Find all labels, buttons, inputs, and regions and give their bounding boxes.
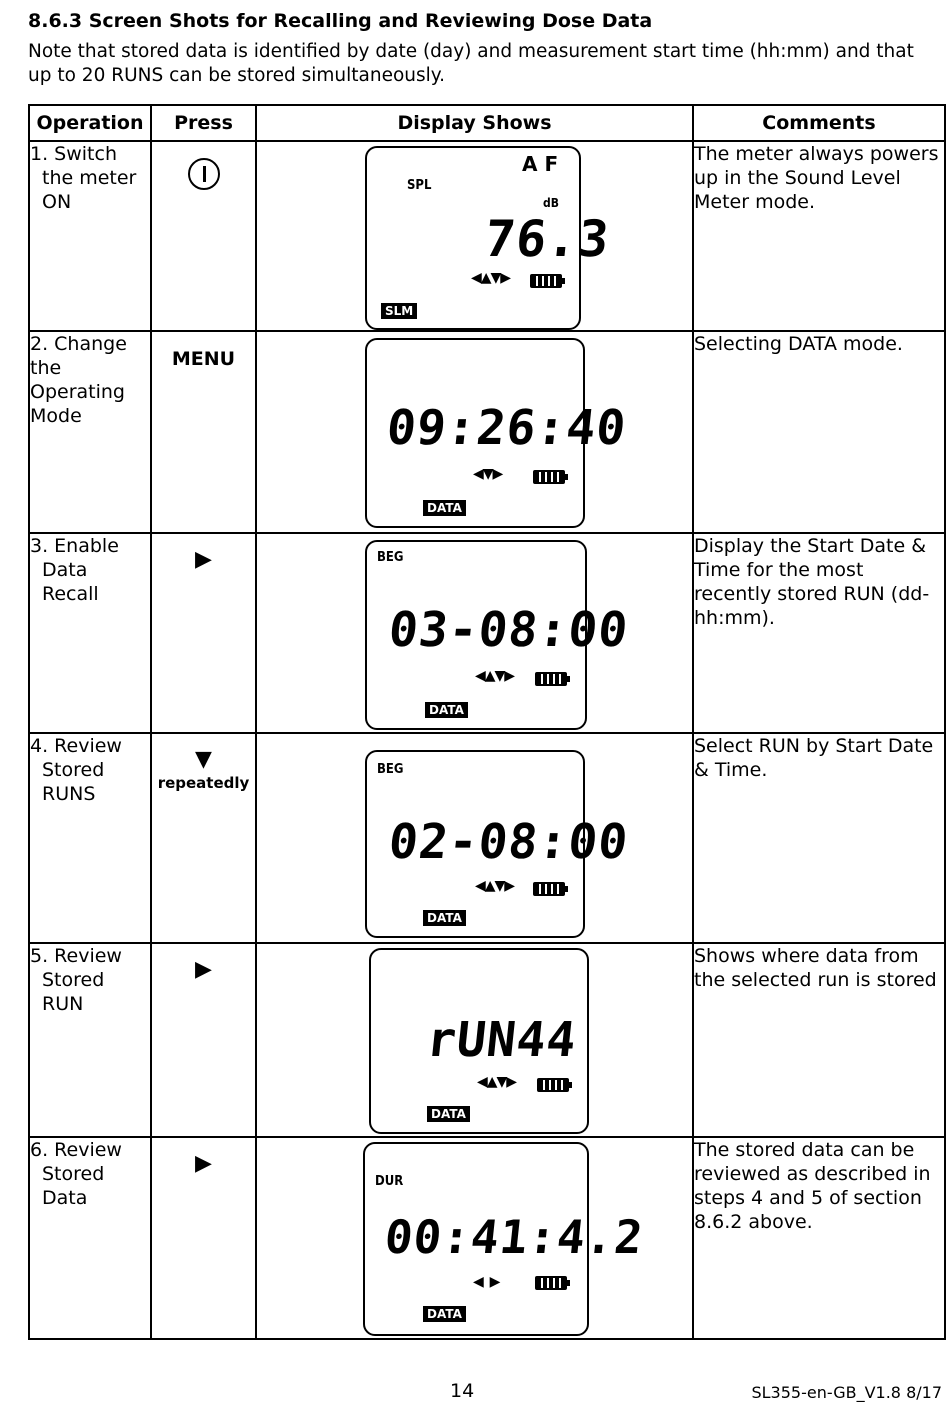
battery-icon — [537, 1078, 569, 1092]
db-unit: dB — [543, 196, 559, 210]
table-row — [29, 331, 945, 533]
mode-tag: DATA — [427, 1106, 470, 1122]
power-button-icon — [188, 158, 220, 190]
press-qualifier: repeatedly — [157, 774, 250, 792]
lcd-display — [365, 750, 632, 938]
nav-arrows-icon: ◀▲▼▶ — [475, 668, 515, 684]
page-number: 14 — [450, 1380, 475, 1402]
dur-label: DUR — [375, 1174, 404, 1189]
lcd-value: 09:26:40 — [384, 400, 630, 456]
lcd-display — [365, 540, 632, 730]
down-arrow-icon: ▼ — [195, 747, 212, 772]
lcd-value: 03-08:00 — [386, 602, 632, 658]
menu-button-label: MENU — [171, 348, 236, 370]
section-heading: 8.6.3 Screen Shots for Recalling and Reviewing Dose Data — [28, 10, 653, 32]
comment-cell: The stored data can be reviewed as described in steps 4 and 5 of section 8.6.2 above. — [693, 1137, 945, 1339]
table-header-row — [29, 105, 945, 141]
header-press: Press — [151, 105, 256, 141]
battery-icon — [533, 470, 565, 484]
header-comments: Comments — [693, 105, 945, 141]
lcd-value: 76.3 — [481, 210, 613, 268]
display-cell — [256, 733, 693, 943]
spl-label: SPL — [407, 178, 432, 193]
operation-cell: 5. Review Stored RUN — [29, 943, 151, 1137]
comment-cell: Selecting DATA mode. — [693, 331, 945, 533]
operation-cell: 3. Enable Data Recall — [29, 533, 151, 733]
mode-tag: DATA — [423, 910, 466, 926]
press-cell — [151, 733, 256, 943]
display-cell — [256, 1137, 693, 1339]
nav-arrows-icon: ◀▲▼▶ — [475, 878, 515, 894]
nav-arrows-icon: ◀▲▼▶ — [471, 270, 511, 286]
lcd-value: 00:41:4.2 — [382, 1210, 647, 1264]
lcd-display — [363, 1142, 647, 1336]
press-cell — [151, 141, 256, 331]
battery-icon — [530, 274, 562, 288]
operation-cell: 6. Review Stored Data — [29, 1137, 151, 1339]
press-cell — [151, 1137, 256, 1339]
mode-tag: DATA — [423, 1306, 466, 1322]
mode-tag: DATA — [423, 500, 466, 516]
press-cell — [151, 331, 256, 533]
af-indicator: A F — [522, 152, 559, 176]
right-arrow-icon: ▶ — [195, 1151, 212, 1176]
nav-arrows-icon: ◀ ▶ — [473, 1274, 500, 1290]
table-row — [29, 733, 945, 943]
mode-tag: DATA — [425, 702, 468, 718]
battery-icon — [535, 1276, 567, 1290]
battery-icon — [533, 882, 565, 896]
battery-icon — [535, 672, 567, 686]
mode-tag: SLM — [381, 303, 417, 319]
operation-cell: 1. Switch the meter ON — [29, 141, 151, 331]
header-display: Display Shows — [256, 105, 693, 141]
table-row — [29, 141, 945, 331]
lcd-value: rUN44 — [424, 1012, 580, 1068]
right-arrow-icon: ▶ — [195, 547, 212, 572]
display-cell — [256, 141, 693, 331]
table-row — [29, 1137, 945, 1339]
lcd-display — [365, 146, 613, 330]
press-cell — [151, 943, 256, 1137]
nav-arrows-icon: ◀▲▼▶ — [477, 1074, 517, 1090]
comment-cell: The meter always powers up in the Sound Level Meter mode. — [693, 141, 945, 331]
lcd-display — [369, 948, 589, 1134]
lcd-display — [365, 338, 630, 528]
comment-cell: Display the Start Date & Time for the most recently stored RUN (dd-hh:mm). — [693, 533, 945, 733]
display-cell — [256, 943, 693, 1137]
section-note: Note that stored data is identified by date (day) and measurement start time (hh:mm) and that up to 20 RUNS can be stored simultaneously. — [28, 41, 914, 86]
operation-cell: 2. Change the Operating Mode — [29, 331, 151, 533]
beg-label: BEG — [377, 762, 404, 777]
comment-cell: Select RUN by Start Date & Time. — [693, 733, 945, 943]
display-cell — [256, 331, 693, 533]
nav-arrows-icon: ◀▼▶ — [473, 466, 503, 482]
table-row — [29, 533, 945, 733]
operations-table — [28, 104, 946, 1340]
press-cell — [151, 533, 256, 733]
header-operation: Operation — [29, 105, 151, 141]
comment-cell: Shows where data from the selected run is stored — [693, 943, 945, 1137]
operation-cell: 4. Review Stored RUNS — [29, 733, 151, 943]
lcd-value: 02-08:00 — [386, 814, 632, 870]
display-cell — [256, 533, 693, 733]
right-arrow-icon: ▶ — [195, 957, 212, 982]
table-row — [29, 943, 945, 1137]
beg-label: BEG — [377, 550, 404, 565]
document-id: SL355-en-GB_V1.8 8/17 — [751, 1383, 942, 1402]
